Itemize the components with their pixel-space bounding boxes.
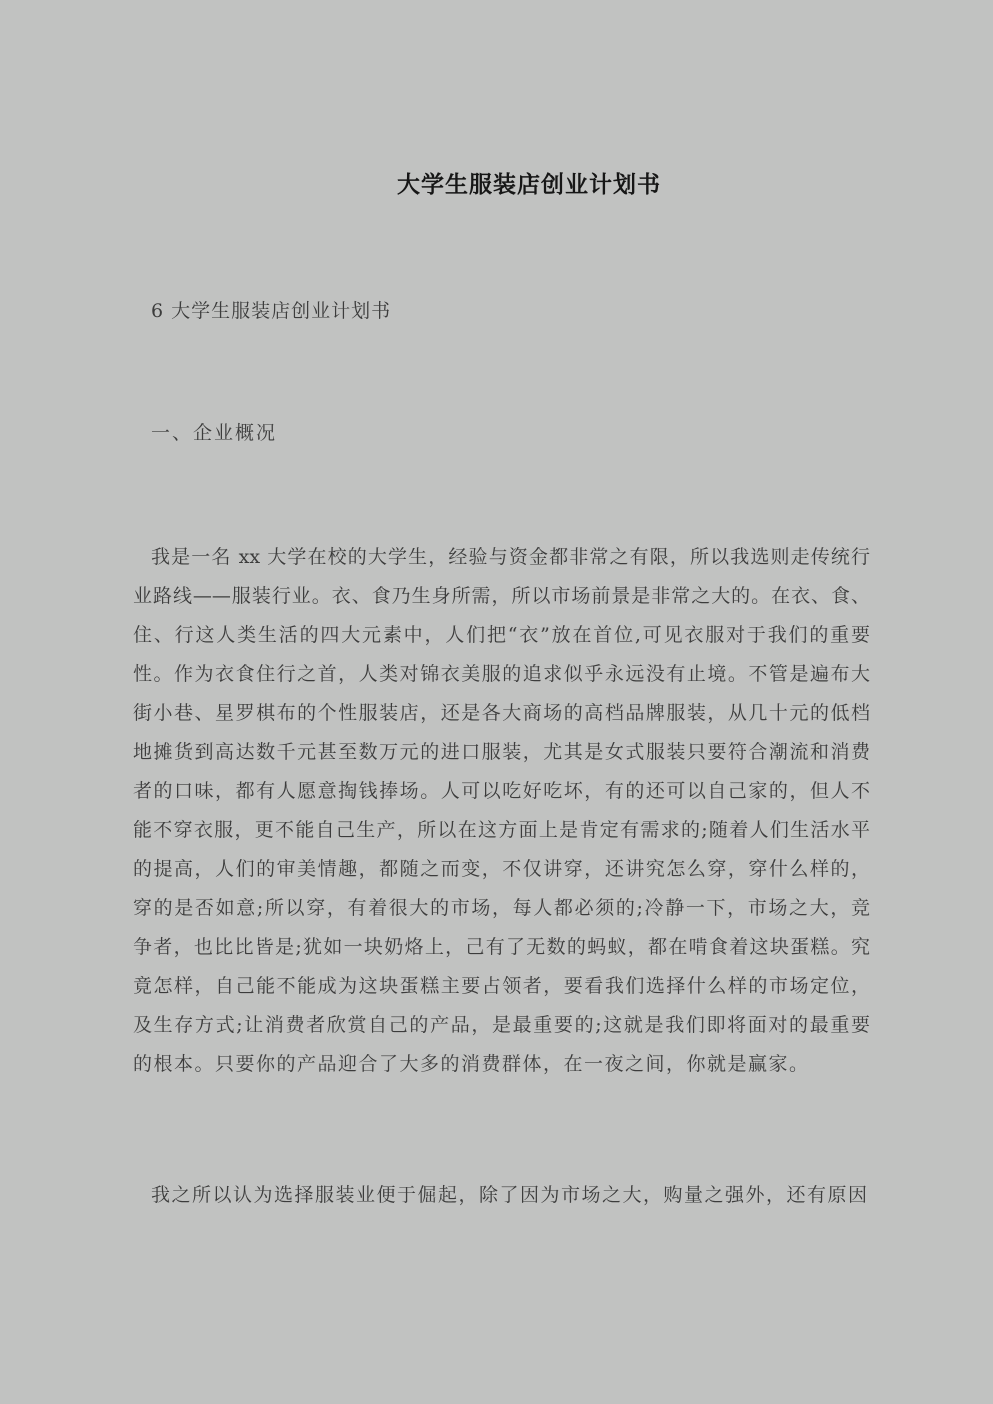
paragraph-line: 能不穿衣服，更不能自己生产，所以在这方面上是肯定有需求的;随着人们生活水平	[133, 819, 870, 841]
paragraph-line: 竟怎样，自己能不能成为这块蛋糕主要占领者，要看我们选择什么样的市场定位，	[133, 975, 870, 997]
section-heading: 一、企业概况	[151, 422, 278, 444]
paragraph-line: 地摊货到高达数千元甚至数万元的进口服装，尤其是女式服装只要符合潮流和消费	[133, 741, 870, 763]
body-paragraph	[133, 538, 870, 1084]
paragraph-line: 性。作为衣食住行之首，人类对锦衣美服的追求似乎永远没有止境。不管是遍布大	[133, 663, 870, 685]
paragraph-line: 业路线——服装行业。衣、食乃生身所需，所以市场前景是非常之大的。在衣、食、	[133, 585, 870, 607]
paragraph-line: 穿的是否如意;所以穿，有着很大的市场，每人都必须的;冷静一下，市场之大，竞	[133, 897, 870, 919]
paragraph-line: 的根本。只要你的产品迎合了大多的消费群体，在一夜之间，你就是赢家。	[133, 1053, 810, 1075]
second-paragraph: 我之所以认为选择服装业便于倔起，除了因为市场之大，购量之强外，还有原因	[151, 1184, 869, 1206]
paragraph-line: 及生存方式;让消费者欣赏自己的产品，是最重要的;这就是我们即将面对的最重要	[133, 1014, 870, 1036]
paragraph-line: 者的口味，都有人愿意掏钱捧场。人可以吃好吃坏，有的还可以自己家的，但人不	[133, 780, 870, 802]
document-title: 大学生服装店创业计划书	[397, 171, 661, 198]
document-subtitle: 6 大学生服装店创业计划书	[151, 300, 392, 322]
paragraph-line: 的提高，人们的审美情趣，都随之而变，不仅讲穿，还讲究怎么穿，穿什么样的，	[133, 858, 870, 880]
paragraph-line: 我是一名 xx 大学在校的大学生，经验与资金都非常之有限，所以我选则走传统行	[151, 546, 870, 568]
paragraph-line: 争者，也比比皆是;犹如一块奶烙上，己有了无数的蚂蚁，都在啃食着这块蛋糕。究	[133, 936, 870, 958]
paragraph-line: 街小巷、星罗棋布的个性服装店，还是各大商场的高档品牌服装，从几十元的低档	[133, 702, 870, 724]
paragraph-line: 住、行这人类生活的四大元素中，人们把“衣”放在首位,可见衣服对于我们的重要	[133, 624, 870, 646]
